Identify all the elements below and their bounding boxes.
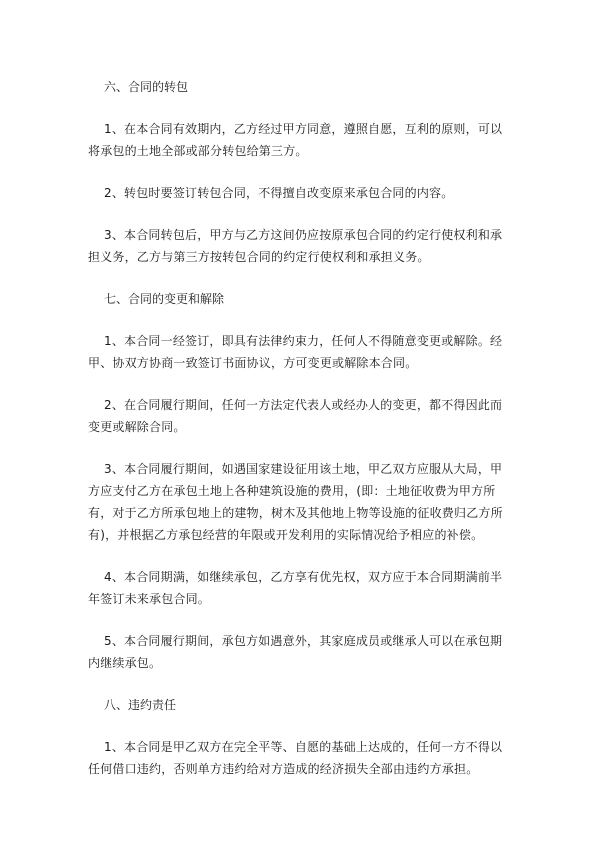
paragraph-6-2: 2、转包时要签订转包合同，不得擅自改变原来承包合同的内容。: [104, 186, 454, 200]
document-body: [88, 76, 508, 780]
paragraph-6-3: 3、本合同转包后，甲方与乙方这间仍应按原承包合同的约定行使权利和承担义务，乙方与第三方按转包合同的约定行使权利和承担义务。: [88, 228, 503, 264]
paragraph-7-4: 4、本合同期满，如继续承包，乙方享有优先权，双方应于本合同期满前半年签订未来承包合同。: [88, 570, 503, 606]
section-heading-7: 七、合同的变更和解除: [104, 292, 225, 306]
paragraph-7-1: 1、本合同一经签订，即具有法律约束力，任何人不得随意变更或解除。经甲、协双方协商一致签订书面协议，方可变更或解除本合同。: [88, 334, 503, 370]
section-heading-6: 六、合同的转包: [104, 80, 189, 94]
paragraph-7-5: 5、本合同履行期间，承包方如遇意外，其家庭成员或继承人可以在承包期内继续承包。: [88, 634, 503, 670]
paragraph-7-2: 2、在合同履行期间，任何一方法定代表人或经办人的变更，都不得因此而变更或解除合同。: [88, 398, 503, 434]
paragraph-8-1: 1、本合同是甲乙双方在完全平等、自愿的基础上达成的，任何一方不得以任何借口违约，否则单方违约给对方造成的经济损失全部由违约方承担。: [88, 740, 503, 776]
section-heading-8: 八、违约责任: [104, 698, 177, 712]
paragraph-7-3: 3、本合同履行期间，如遇国家建设征用该土地，甲乙双方应服从大局，甲方应支付乙方在承包土地上各种建筑设施的费用，(即：土地征收费为甲方所有，对于乙方所承包地上的建物，树木及其他地上物等设施的征收费归乙方所有)，并根据乙方承包经营的年限或开发利用的实际情况给予相应的补偿。: [88, 462, 503, 542]
paragraph-6-1: 1、在本合同有效期内，乙方经过甲方同意，遵照自愿，互利的原则，可以将承包的土地全部或部分转包给第三方。: [88, 122, 503, 158]
